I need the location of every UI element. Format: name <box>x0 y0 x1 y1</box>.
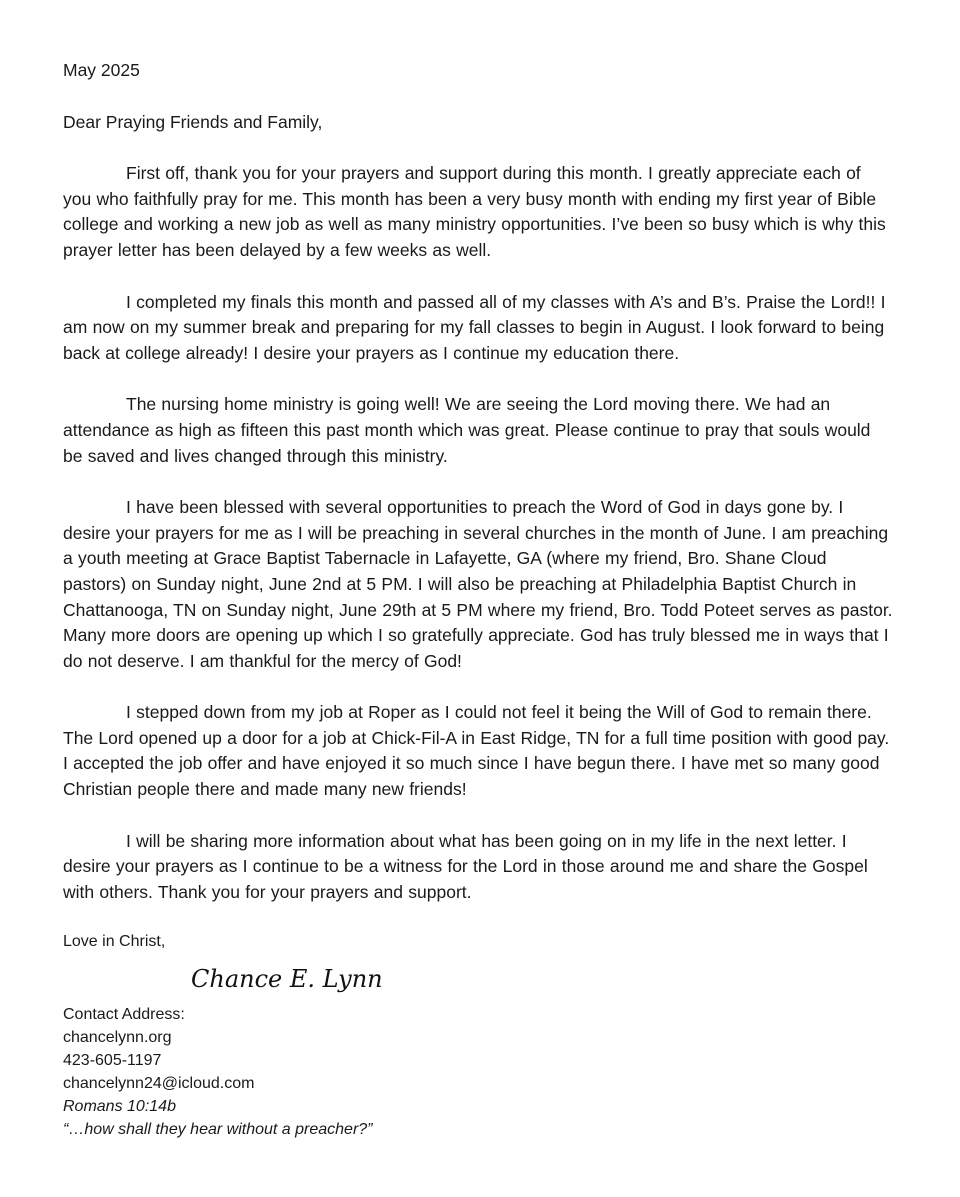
contact-heading: Contact Address: <box>63 1006 185 1024</box>
contact-website[interactable]: chancelynn.org <box>63 1029 172 1047</box>
salutation: Dear Praying Friends and Family, <box>63 111 323 132</box>
contact-email[interactable]: chancelynn24@icloud.com <box>63 1075 255 1093</box>
paragraph-5: I stepped down from my job at Roper as I could not feel it being the Will of God to remain there. The Lord opened up a door for a job at Chick-Fil-A in East Ridge, TN for a full time position with good pay. I accepted the job offer and have enjoyed it so much since I have begun there. I have met so many good Christian people there and made many new friends! <box>63 702 890 800</box>
signature-handwriting <box>191 959 391 999</box>
signature <box>191 959 893 999</box>
paragraph-1: First off, thank you for your prayers and support during this month. I greatly appreciate each of you who faithfully pray for me. This month has been a very busy month with ending my first year of Bible college and working a new job as well as many ministry opportunities. I’ve been so busy which is why this prayer letter has been delayed by a few weeks as well. <box>63 163 886 260</box>
paragraph-6: I will be sharing more information about what has been going on in my life in the next letter. I desire your prayers as I continue to be a witness for the Lord in those around me and share the Gospel with others. Thank you for your prayers and support. <box>63 830 868 902</box>
contact-phone[interactable]: 423-605-1197 <box>63 1052 162 1070</box>
paragraph-4: I have been blessed with several opportunities to preach the Word of God in days gone by. I desire your prayers for me as I will be preaching in several churches in the month of June. I am preaching a youth meeting at Grace Baptist Tabernacle in Lafayette, GA (where my friend, Bro. Shane Cloud pastors) on Sunday night, June 2nd at 5 PM. I will also be preaching at Philadelphia Baptist Church in Chattanooga, TN on Sunday night, June 29th at 5 PM where my friend, Bro. Todd Poteet serves as pastor. Many more doors are opening up which I so gratefully appreciate. God has truly blessed me in ways that I do not deserve. I am thankful for the mercy of God! <box>63 497 893 671</box>
paragraph-3: The nursing home ministry is going well! We are seeing the Lord moving there. We had an attendance as high as fifteen this past month which was great. Please continue to pray that souls would be saved and lives changed through this ministry. <box>63 394 871 466</box>
paragraph-2: I completed my finals this month and passed all of my classes with A’s and B’s. Praise the Lord!! I am now on my summer break and preparing for my fall classes to begin in August. I look forward to being back at college already! I desire your prayers as I continue my education there. <box>63 291 886 363</box>
letter-date: May 2025 <box>63 60 140 80</box>
verse-quote: “…how shall they hear without a preacher?” <box>63 1121 373 1139</box>
verse-reference: Romans 10:14b <box>63 1098 176 1116</box>
contact-block <box>63 1003 893 1141</box>
closing: Love in Christ, <box>63 933 166 951</box>
letter-page <box>63 58 893 1141</box>
signature-text: Chance E. Lynn <box>191 965 383 994</box>
